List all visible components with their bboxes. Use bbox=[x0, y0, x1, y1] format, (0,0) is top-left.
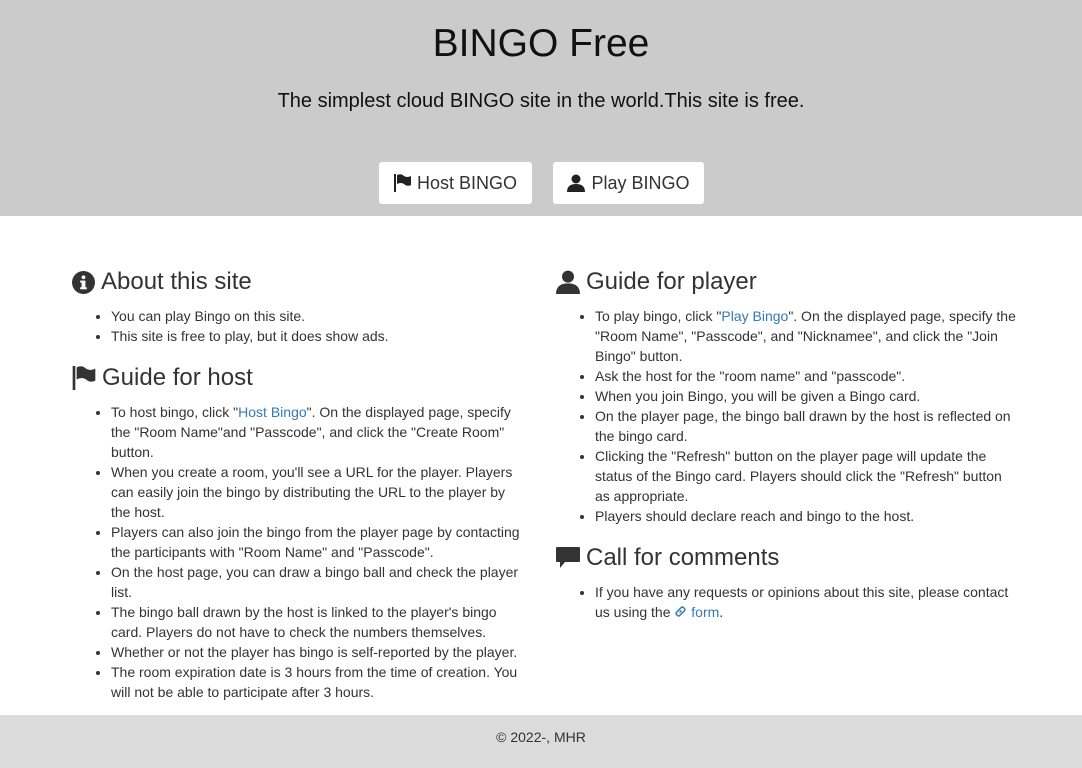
site-title: BINGO Free bbox=[432, 22, 650, 65]
left-column bbox=[72, 262, 524, 714]
about-list bbox=[72, 306, 524, 346]
list-item: • You can play Bingo on this site. bbox=[111, 306, 524, 326]
user-icon bbox=[556, 270, 580, 294]
list-item: • When you create a room, you'll see a URL for the player. Players can easily join the bingo by distributing the URL to the player by the host. bbox=[111, 462, 524, 522]
user-icon bbox=[567, 174, 585, 192]
player-guide-list bbox=[556, 306, 1016, 526]
player-guide-heading bbox=[556, 262, 1016, 302]
about-heading bbox=[72, 262, 524, 302]
footer bbox=[0, 715, 1082, 768]
host-bingo-button[interactable] bbox=[378, 161, 533, 205]
play-bingo-button[interactable] bbox=[552, 161, 705, 205]
list-item: • On the player page, the bingo ball drawn by the host is reflected on the bingo card. bbox=[595, 406, 1016, 446]
host-bingo-link[interactable]: Host Bingo bbox=[238, 404, 307, 420]
host-bingo-label: Host BINGO bbox=[416, 172, 518, 193]
flag-icon bbox=[394, 174, 411, 192]
list-item: • Clicking the "Refresh" button on the player page will update the status of the Bingo card. Players should click the "Refresh" button as appropriate. bbox=[595, 446, 1016, 506]
comments-heading bbox=[556, 538, 1016, 578]
play-bingo-label: Play BINGO bbox=[591, 172, 690, 193]
list-item: • This site is free to play, but it does show ads. bbox=[111, 326, 524, 346]
form-link[interactable]: form bbox=[674, 604, 719, 620]
link-icon bbox=[674, 604, 687, 620]
list-item: • Whether or not the player has bingo is self-reported by the player. bbox=[111, 642, 524, 662]
list-item: • When you join Bingo, you will be given a Bingo card. bbox=[595, 386, 1016, 406]
copyright-text: © 2022-, MHR bbox=[496, 729, 586, 745]
play-bingo-link[interactable]: Play Bingo bbox=[721, 308, 789, 324]
player-guide-heading-text: Guide for player bbox=[586, 268, 757, 295]
comment-icon bbox=[556, 547, 580, 569]
list-item: • Ask the host for the "room name" and "passcode". bbox=[595, 366, 1016, 386]
comments-list bbox=[556, 582, 1016, 622]
list-item: • Players should declare reach and bingo to the host. bbox=[595, 506, 1016, 526]
comments-heading-text: Call for comments bbox=[586, 544, 780, 571]
host-guide-list bbox=[72, 402, 524, 702]
about-heading-text: About this site bbox=[101, 268, 252, 295]
list-item: • If you have any requests or opinions about this site, please contact us using the form. bbox=[595, 582, 1016, 622]
list-item: • Players can also join the bingo from the player page by contacting the participants with "Room Name" and "Passcode". bbox=[111, 522, 524, 562]
right-column bbox=[556, 262, 1016, 634]
hero-banner bbox=[0, 0, 1082, 216]
list-item: • To play bingo, click "Play Bingo". On the displayed page, specify the "Room Name", "Passcode", and "Nicknamee", and click the "Join Bingo" button. bbox=[595, 306, 1016, 366]
info-circle-icon bbox=[72, 271, 95, 294]
list-item: • On the host page, you can draw a bingo ball and check the player list. bbox=[111, 562, 524, 602]
list-item: • The bingo ball drawn by the host is linked to the player's bingo card. Players do not have to check the numbers themselves. bbox=[111, 602, 524, 642]
site-tagline: The simplest cloud BINGO site in the world.This site is free. bbox=[277, 90, 805, 112]
host-guide-heading-text: Guide for host bbox=[102, 364, 253, 391]
list-item: • To host bingo, click "Host Bingo". On the displayed page, specify the "Room Name"and "Passcode", and click the "Create Room" button. bbox=[111, 402, 524, 462]
host-guide-heading bbox=[72, 358, 524, 398]
flag-icon bbox=[72, 366, 96, 390]
list-item: • The room expiration date is 3 hours from the time of creation. You will not be able to participate after 3 hours. bbox=[111, 662, 524, 702]
